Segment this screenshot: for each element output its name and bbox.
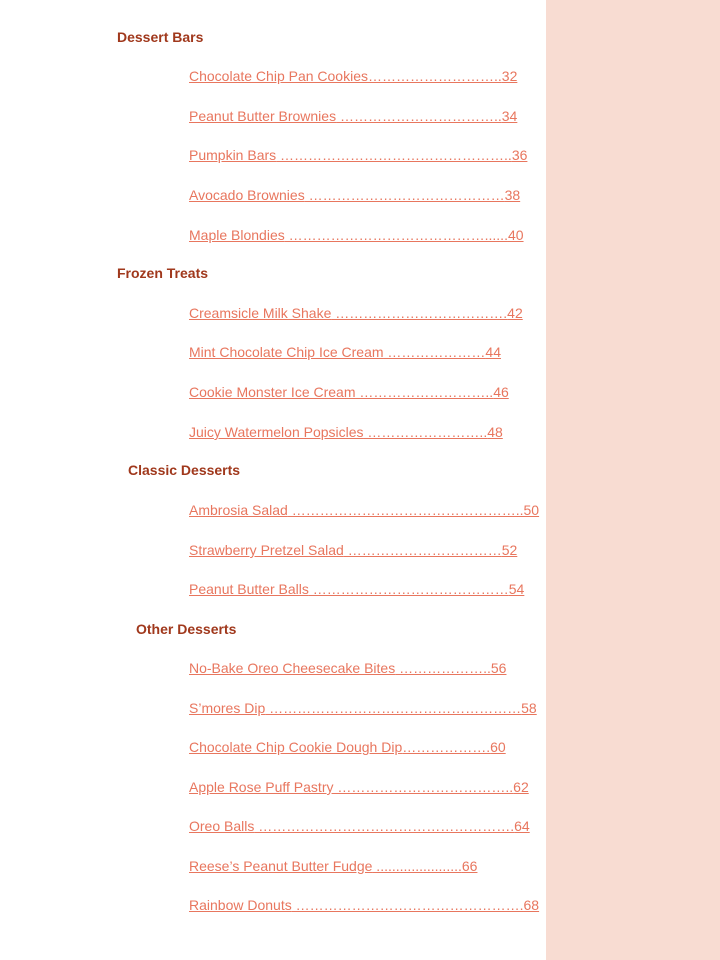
toc-entry-page: 66 <box>461 858 478 874</box>
toc-entry-leader: ………………………………. <box>331 305 508 321</box>
toc-entry[interactable] <box>189 579 525 599</box>
toc-entry[interactable] <box>189 422 503 442</box>
toc-entry-title: Oreo Balls <box>189 818 255 834</box>
toc-entry[interactable] <box>189 225 524 245</box>
toc-entry[interactable] <box>189 737 506 757</box>
toc-entry-leader: ………………………………………….. <box>276 147 512 163</box>
toc-entry-leader: ………………. <box>402 739 491 755</box>
toc-entry-title: Chocolate Chip Cookie Dough Dip <box>189 739 403 755</box>
toc-entry[interactable] <box>189 777 529 797</box>
toc-entry-leader: …………………………….. <box>336 108 502 124</box>
toc-entry-page: 54 <box>508 581 525 597</box>
toc-entry-title: Ambrosia Salad <box>189 502 288 518</box>
toc-entry[interactable] <box>189 145 528 165</box>
toc-entry-title: Creamsicle Milk Shake <box>189 305 332 321</box>
toc-entry[interactable] <box>189 816 530 836</box>
toc-entry-title: Chocolate Chip Pan Cookies <box>189 68 368 84</box>
toc-entry-title: Reese’s Peanut Butter Fudge <box>189 858 373 874</box>
toc-entry-page: 36 <box>511 147 528 163</box>
toc-entry-leader: …………………………………… <box>308 581 509 597</box>
toc-entry-page: 38 <box>504 187 521 203</box>
section-heading-frozen-treats: Frozen Treats <box>117 265 209 281</box>
toc-entry-leader: …………………………… <box>343 542 502 558</box>
toc-entry[interactable] <box>189 66 518 86</box>
toc-entry[interactable] <box>189 895 540 915</box>
toc-entry-title: Peanut Butter Balls <box>189 581 309 597</box>
toc-entry-page: 50 <box>523 502 540 518</box>
toc-entry-page: 60 <box>490 739 506 755</box>
toc-entry-title: Rainbow Donuts <box>189 897 292 913</box>
toc-entry[interactable] <box>189 106 518 126</box>
toc-entry-page: 46 <box>493 384 509 400</box>
toc-entry-page: 34 <box>501 108 518 124</box>
toc-entry-page: 32 <box>501 68 518 84</box>
toc-entry[interactable] <box>189 500 540 520</box>
toc-entry-page: 48 <box>487 424 503 440</box>
toc-entry-page: 40 <box>507 227 524 243</box>
toc-entry-page: 44 <box>485 344 501 360</box>
toc-entry-page: 52 <box>501 542 518 558</box>
toc-entry-leader: ………………………………………….. <box>287 502 524 518</box>
toc-entry-leader: ……………….. <box>395 660 491 676</box>
toc-entry-page: 64 <box>514 818 530 834</box>
toc-entry-leader: ……………………………………………… <box>265 700 522 716</box>
section-heading-classic-desserts: Classic Desserts <box>128 462 241 478</box>
toc-entry-title: Strawberry Pretzel Salad <box>189 542 344 558</box>
toc-entry-title: Apple Rose Puff Pastry <box>189 779 334 795</box>
toc-entry-title: Maple Blondies <box>189 227 285 243</box>
toc-entry-leader: …………………………………………. <box>291 897 524 913</box>
toc-entry-leader: ……………………………….. <box>333 779 514 795</box>
toc-entry[interactable] <box>189 342 499 362</box>
toc-entry-page: 56 <box>490 660 507 676</box>
side-panel <box>546 0 720 960</box>
toc-entry-leader: …………………………………… <box>304 187 505 203</box>
toc-entry[interactable] <box>189 698 537 718</box>
toc-entry-leader: ……………………………………...... <box>284 227 508 243</box>
toc-entry-page: 58 <box>521 700 537 716</box>
toc-entry-title: Mint Chocolate Chip Ice Cream <box>189 344 384 360</box>
toc-entry-title: Peanut Butter Brownies <box>189 108 337 124</box>
toc-entry-title: Pumpkin Bars <box>189 147 277 163</box>
toc-entry-page: 68 <box>523 897 540 913</box>
toc-entry-leader: ………………………………………………. <box>254 818 515 834</box>
toc-entry[interactable] <box>189 540 518 560</box>
toc-entry-title: Juicy Watermelon Popsicles <box>189 424 364 440</box>
toc-entry-leader: ………………… <box>383 344 486 360</box>
toc-entry-title: No-Bake Oreo Cheesecake Bites <box>189 660 396 676</box>
toc-entry-page: 42 <box>507 305 523 321</box>
toc-entry[interactable] <box>189 382 509 402</box>
toc-entry-title: S’mores Dip <box>189 700 266 716</box>
section-heading-other-desserts: Other Desserts <box>136 621 237 637</box>
toc-entry-title: Avocado Brownies <box>189 187 305 203</box>
toc-entry[interactable] <box>189 856 499 876</box>
toc-entry-title: Cookie Monster Ice Cream <box>189 384 356 400</box>
toc-entry[interactable] <box>189 303 523 323</box>
toc-entry[interactable] <box>189 658 507 678</box>
section-heading-dessert-bars: Dessert Bars <box>117 29 204 45</box>
toc-entry-leader: …………………….. <box>363 424 488 440</box>
toc-entry-leader: ……………………….. <box>355 384 494 400</box>
toc-entry-leader: ……………………….. <box>368 68 502 84</box>
toc-entry-leader: ...................... <box>372 858 462 874</box>
toc-entry-page: 62 <box>513 779 529 795</box>
toc-entry[interactable] <box>189 185 521 205</box>
